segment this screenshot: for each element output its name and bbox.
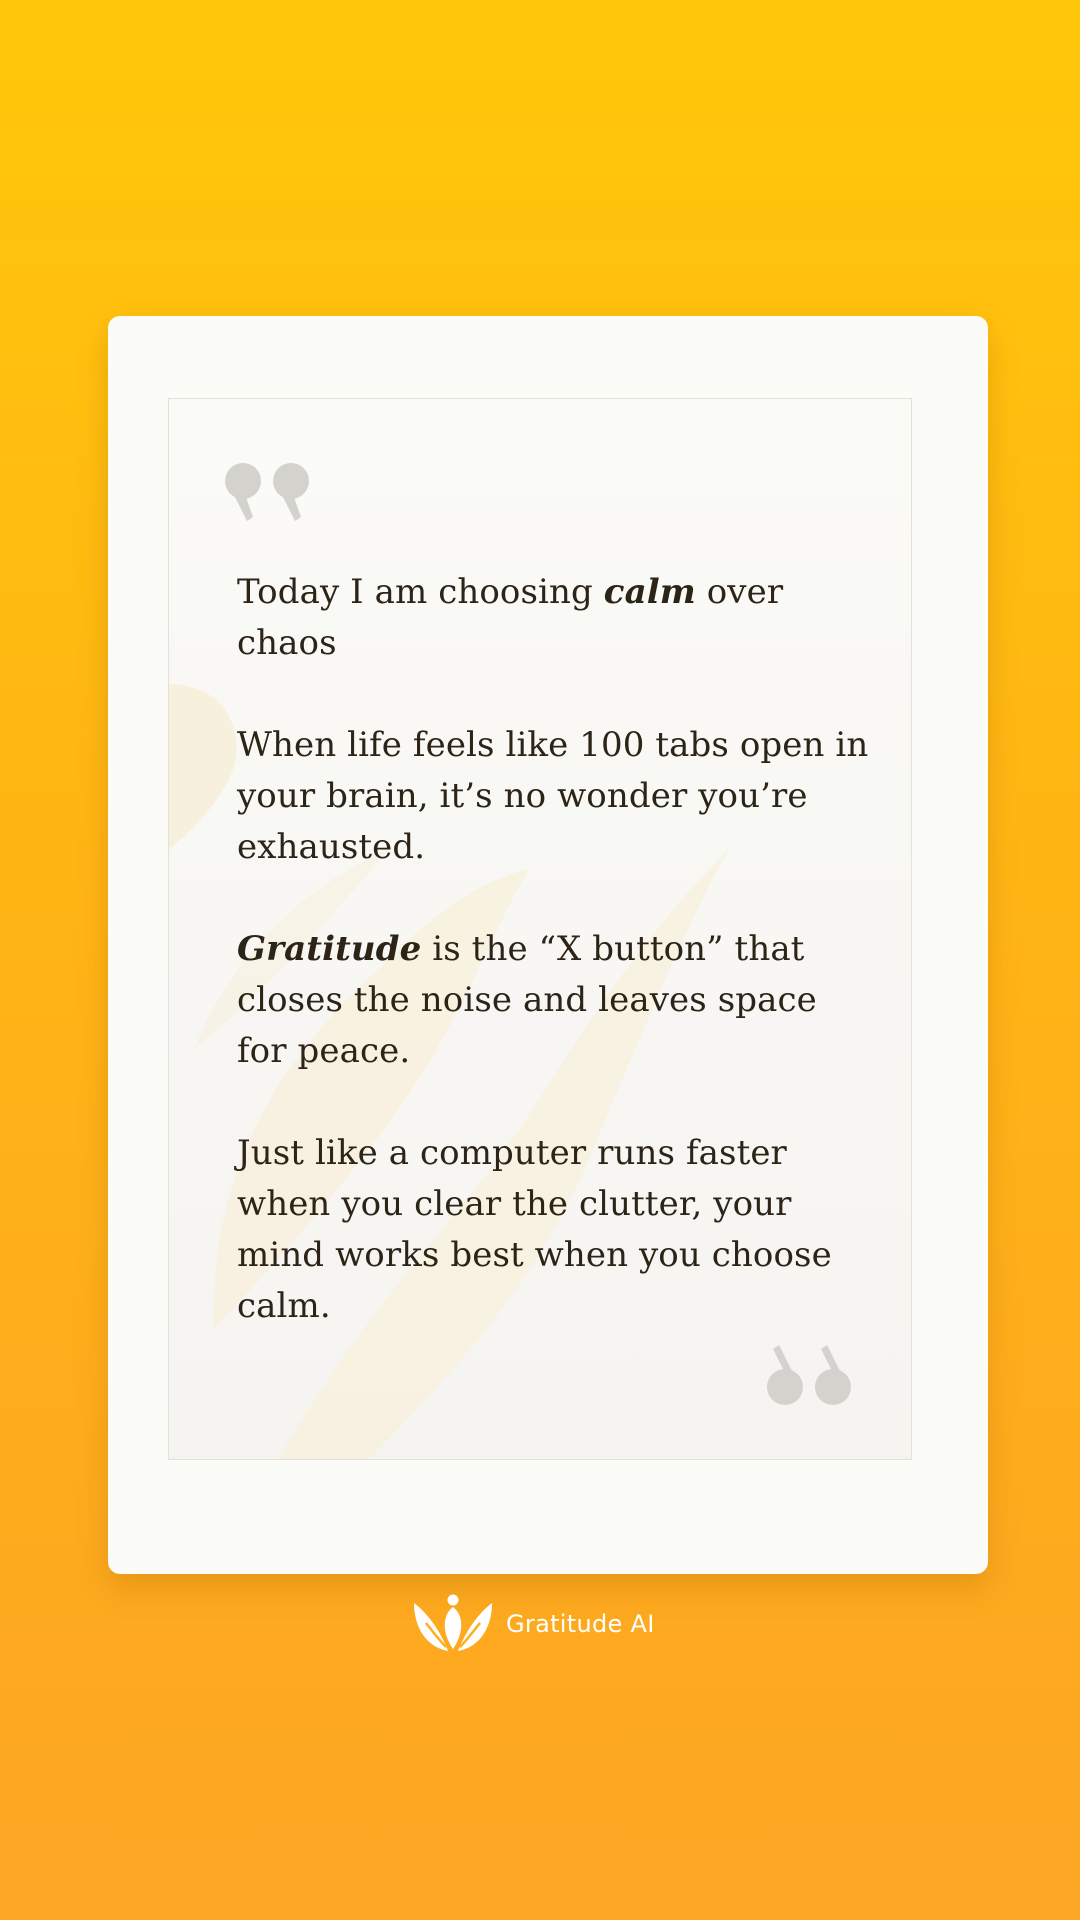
close-quote-icon: [767, 1341, 859, 1407]
quote-paragraph-4: Just like a computer runs faster when you clear the clutter, your mind works best when you choose calm.: [237, 1133, 832, 1326]
quote-panel: [168, 398, 912, 1460]
quote-text: [237, 567, 877, 1383]
p1-text-before: Today I am choosing: [237, 572, 604, 612]
p3-emphasis-gratitude: Gratitude: [237, 929, 422, 969]
p1-text-after: over chaos: [237, 572, 784, 663]
quote-paragraph-3: [237, 924, 877, 1077]
open-quote-icon: [225, 461, 317, 527]
p1-emphasis-calm: calm: [603, 572, 696, 612]
quote-paragraph-1: [237, 567, 877, 669]
brand-footer: [412, 1592, 655, 1656]
quote-card: [108, 316, 988, 1574]
quote-paragraph-2: When life feels like 100 tabs open in your brain, it’s no wonder you’re exhausted.: [237, 725, 869, 867]
lotus-leaves-icon: [412, 1593, 494, 1655]
brand-name: Gratitude AI: [506, 1610, 655, 1638]
p3-text-after: is the “X button” that closes the noise and leaves space for peace.: [237, 929, 817, 1071]
